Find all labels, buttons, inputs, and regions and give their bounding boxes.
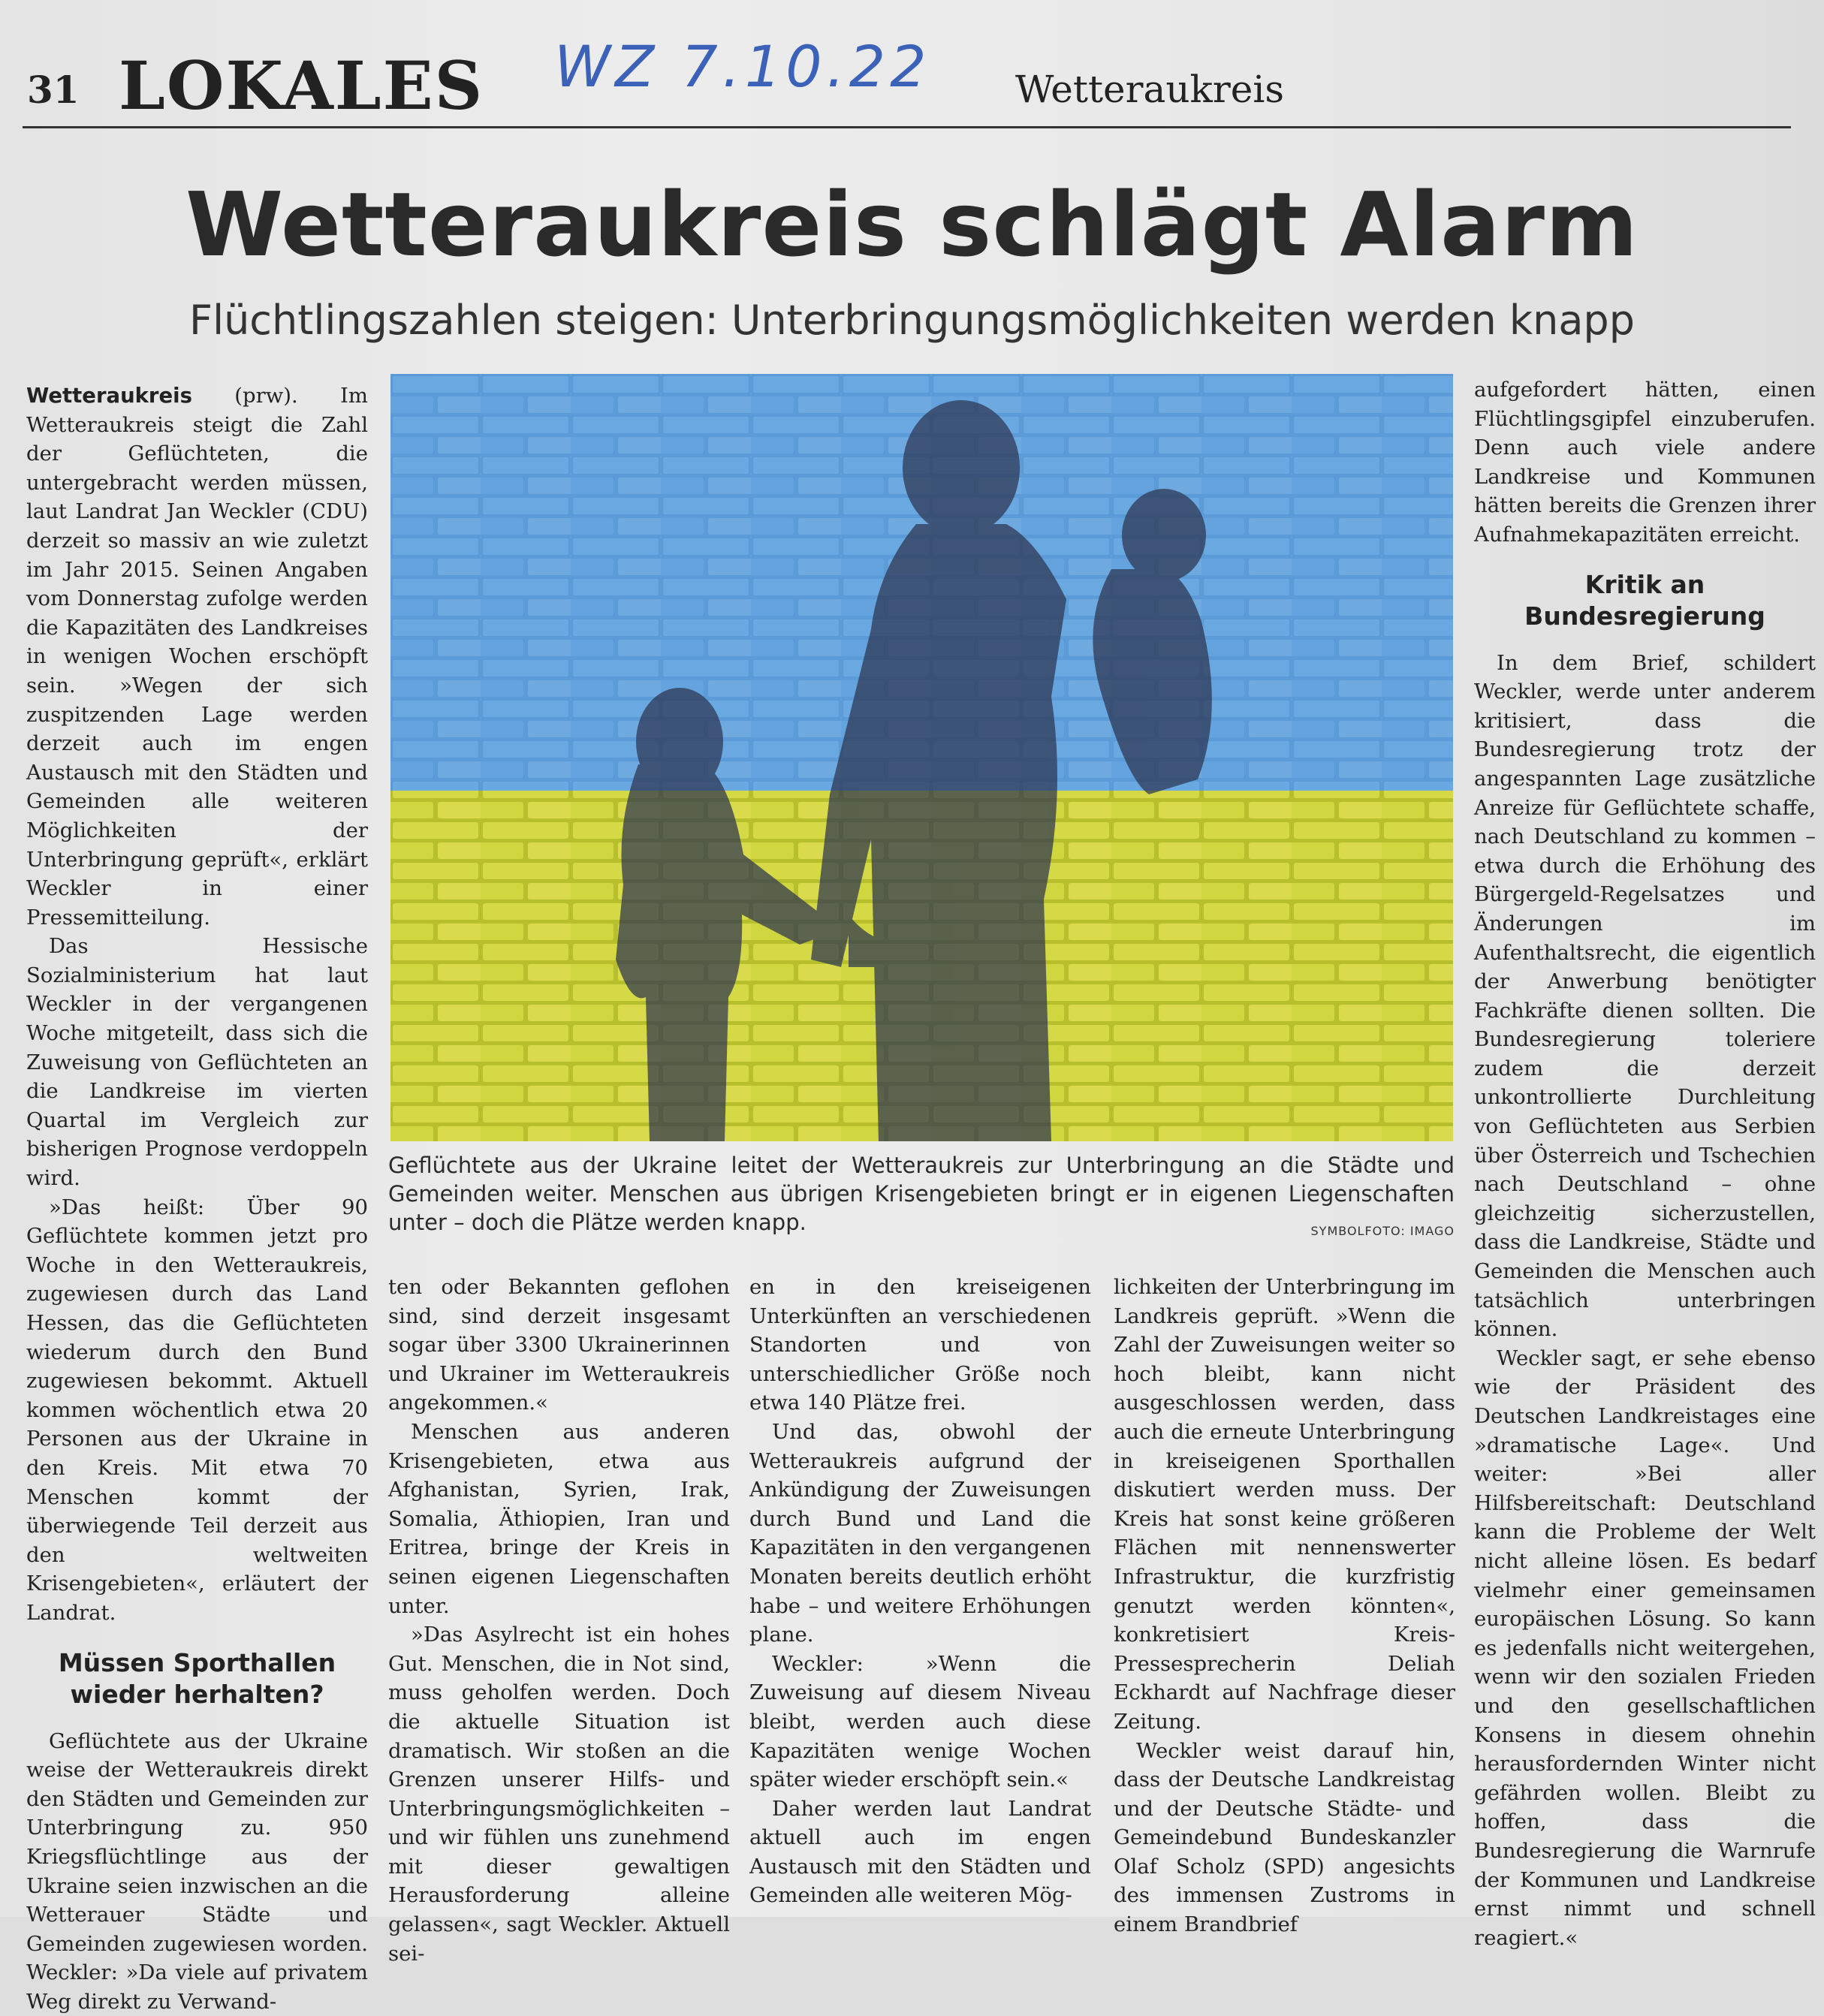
paragraph: Daher werden laut Landrat aktuell auch im engen Austausch mit den Städten und Gemeinden alle weiteren Mög- <box>749 1796 1091 1908</box>
column-1 <box>26 381 368 2016</box>
region-label: Wetteraukreis <box>1015 68 1284 111</box>
photo-caption: Geflüchtete aus der Ukraine leitet der Wetteraukreis zur Unterbringung an die Städte und Gemeinden weiter. Menschen aus übrigen Krisengebieten bringt er in eigenen Liegenschaften unter – doch die Plätze werden knapp. <box>388 1153 1455 1235</box>
paragraph: Und das, obwohl der Wetteraukreis aufgrund der Ankündigung der Zuweisungen durch Bund und Land die Kapazitäten in den vergangenen Monaten bereits deutlich erhöht habe – und weitere Erhöhungen plane. <box>749 1419 1091 1647</box>
paragraph: Weckler sagt, er sehe ebenso wie der Präsident des Deutschen Landkreistages eine »dramatische Lage«. Und weiter: »Bei aller Hilfsbereitschaft: Deutschland kann die Probleme der Welt nicht alleine lösen. Es bedarf vielmehr einer gemeinsamen europäischen Lösung. So kann es jedenfalls nicht weitergehen, wenn wir den sozialen Frieden und den gesellschaftlichen Konsens in diesem ohnehin herausfordernden Winter nicht gefährden wollen. Bleibt zu hoffen, dass die Bundesregierung die Warnrufe der Kommunen und Landkreise ernst nimmt und schnell reagiert.« <box>1474 1346 1816 1950</box>
column-5 <box>1474 375 1816 1952</box>
paragraph: aufgefordert hätten, einen Flüchtlingsgipfel einzuberufen. Denn auch viele andere Landkreise und Kommunen hätten bereits die Grenzen ihrer Aufnahmekapazitäten erreicht. <box>1474 378 1816 547</box>
paragraph: Menschen aus anderen Krisengebieten, etwa aus Afghanistan, Syrien, Irak, Somalia, Äthiopien, Iran und Eritrea, bringe der Kreis in seinen eigenen Liegenschaften unter. <box>388 1419 730 1618</box>
page-number: 31 <box>27 68 80 112</box>
paragraph: Das Hessische Sozialministerium hat laut Weckler in der vergangenen Woche mitgeteilt, dass sich die Zuweisung von Geflüchteten an die Landkreise im vierten Quartal im Vergleich zur bisherigen Prognose verdoppeln wird. <box>26 934 368 1191</box>
dateline: Wetteraukreis <box>26 384 192 408</box>
paragraph: In dem Brief, schildert Weckler, werde unter anderem kritisiert, dass die Bundesregierung trotz der angespannten Lage zusätzliche Anreize für Geflüchtete schaffe, nach Deutschland zu kommen – etwa durch die Erhöhung des Bürgergeld-Regelsatzes und Änderungen im Aufenthaltsrecht, die eigentlich der Anwerbung benötigter Fachkräfte dienen sollten. Die Bundesregierung toleriere zudem die derzeit unkontrollierte Durchleitung von Geflüchteten aus Serbien über Österreich und Tschechien nach Deutschland – ohne gleichzeitig sicherzustellen, dass die Landkreise, Städte und Gemeinden die Menschen auch tatsächlich unterbringen können. <box>1474 650 1816 1342</box>
paragraph: en in den kreiseigenen Unterkünften an verschiedenen Standorten und von unterschiedlicher Größe noch etwa 140 Plätze frei. <box>749 1275 1091 1415</box>
paragraph: »Das heißt: Über 90 Geflüchtete kommen jetzt pro Woche in den Wetteraukreis, zugewiesen durch das Land Hessen, das die Geflüchteten wiederum durch den Bund zugewiesen bekommt. Aktuell kommen wöchentlich etwa 20 Personen aus der Ukraine in den Kreis. Mit etwa 70 Menschen kommt der überwiegende Teil derzeit aus den weltweiten Krisengebieten«, erläutert der Landrat. <box>26 1195 368 1625</box>
ukraine-flag-wall-image <box>390 374 1453 1141</box>
article-subheadline: Flüchtlingszahlen steigen: Unterbringungsmöglichkeiten werden knapp <box>189 297 1635 344</box>
paragraph: ten oder Bekannten geflohen sind, sind derzeit insgesamt sogar über 3300 Ukrainerinnen und Ukrainer im Wetteraukreis angekommen.« <box>388 1275 730 1415</box>
paragraph: Weckler: »Wenn die Zuweisung auf diesem Niveau bleibt, werden auch diese Kapazitäten wenige Wochen später wieder erschöpft sein.« <box>749 1651 1091 1792</box>
column-3 <box>749 1273 1091 1910</box>
article-headline: Wetteraukreis schlägt Alarm <box>185 173 1639 276</box>
paragraph: »Das Asylrecht ist ein hohes Gut. Menschen, die in Not sind, muss geholfen werden. Doch die aktuelle Situation ist dramatisch. Wir stoßen an die Grenzen unserer Hilfs- und Unterbringungsmöglichkeiten – und wir fühlen uns zunehmend mit dieser gewaltigen Herausforderung alleine gelassen«, sagt Weckler. Aktuell sei- <box>388 1623 730 1966</box>
handwritten-date-note: WZ 7.10.22 <box>554 33 931 100</box>
column-2 <box>388 1273 730 1968</box>
paragraph-text: (prw). Im Wetteraukreis steigt die Zahl der Geflüchteten, die untergebracht werden müssen, laut Landrat Jan Weckler (CDU) derzeit so massiv an wie zuletzt im Jahr 2015. Seinen Angaben vom Donnerstag zufolge werden die Kapazitäten des Landkreises in wenigen Wochen erschöpft sein. »Wegen der sich zuspitzenden Lage werden derzeit auch im engen Austausch mit den Städten und Gemeinden alle weiteren Möglichkeiten der Unterbringung geprüft«, erklärt Weckler in einer Pressemitteilung. <box>26 384 368 930</box>
section-title: LOKALES <box>119 47 484 125</box>
column-4 <box>1114 1273 1455 1939</box>
subheading: Müssen Sporthallen wieder herhalten? <box>58 1647 336 1709</box>
article-photo <box>390 374 1453 1141</box>
paragraph: Geflüchtete aus der Ukraine weise der Wetteraukreis direkt den Städten und Gemeinden zur Unterbringung zu. 950 Kriegsflüchtlinge aus der Ukraine seien inzwischen an die Wetterauer Städte und Gemeinden zugewiesen worden. Weckler: »Da viele auf privatem Weg direkt zu Verwand- <box>26 1728 368 2014</box>
paragraph: Weckler weist darauf hin, dass der Deutsche Landkreistag und der Deutsche Städte- und Gemeindebund Bundeskanzler Olaf Scholz (SPD) angesichts des immensen Zustroms in einem Brandbrief <box>1114 1738 1455 1937</box>
photo-credit: SYMBOLFOTO: IMAGO <box>1310 1224 1455 1238</box>
page-header <box>21 33 1320 137</box>
subheading: Kritik an Bundesregierung <box>1524 569 1765 631</box>
header-rule <box>23 126 1791 128</box>
paragraph <box>26 381 368 932</box>
paragraph: lichkeiten der Unterbringung im Landkreis geprüft. »Wenn die Zahl der Zuweisungen weiter so hoch bleibt, kann nicht ausgeschlossen werden, dass auch die erneute Unterbringung in kreiseigenen Sporthallen diskutiert werden muss. Der Kreis hat sonst keine größeren Flächen mit nennenswerter Infrastruktur, die kurzfristig genutzt werden könnten«, konkretisiert Kreis-Pressesprecherin Deliah Eckhardt auf Nachfrage dieser Zeitung. <box>1114 1275 1455 1734</box>
